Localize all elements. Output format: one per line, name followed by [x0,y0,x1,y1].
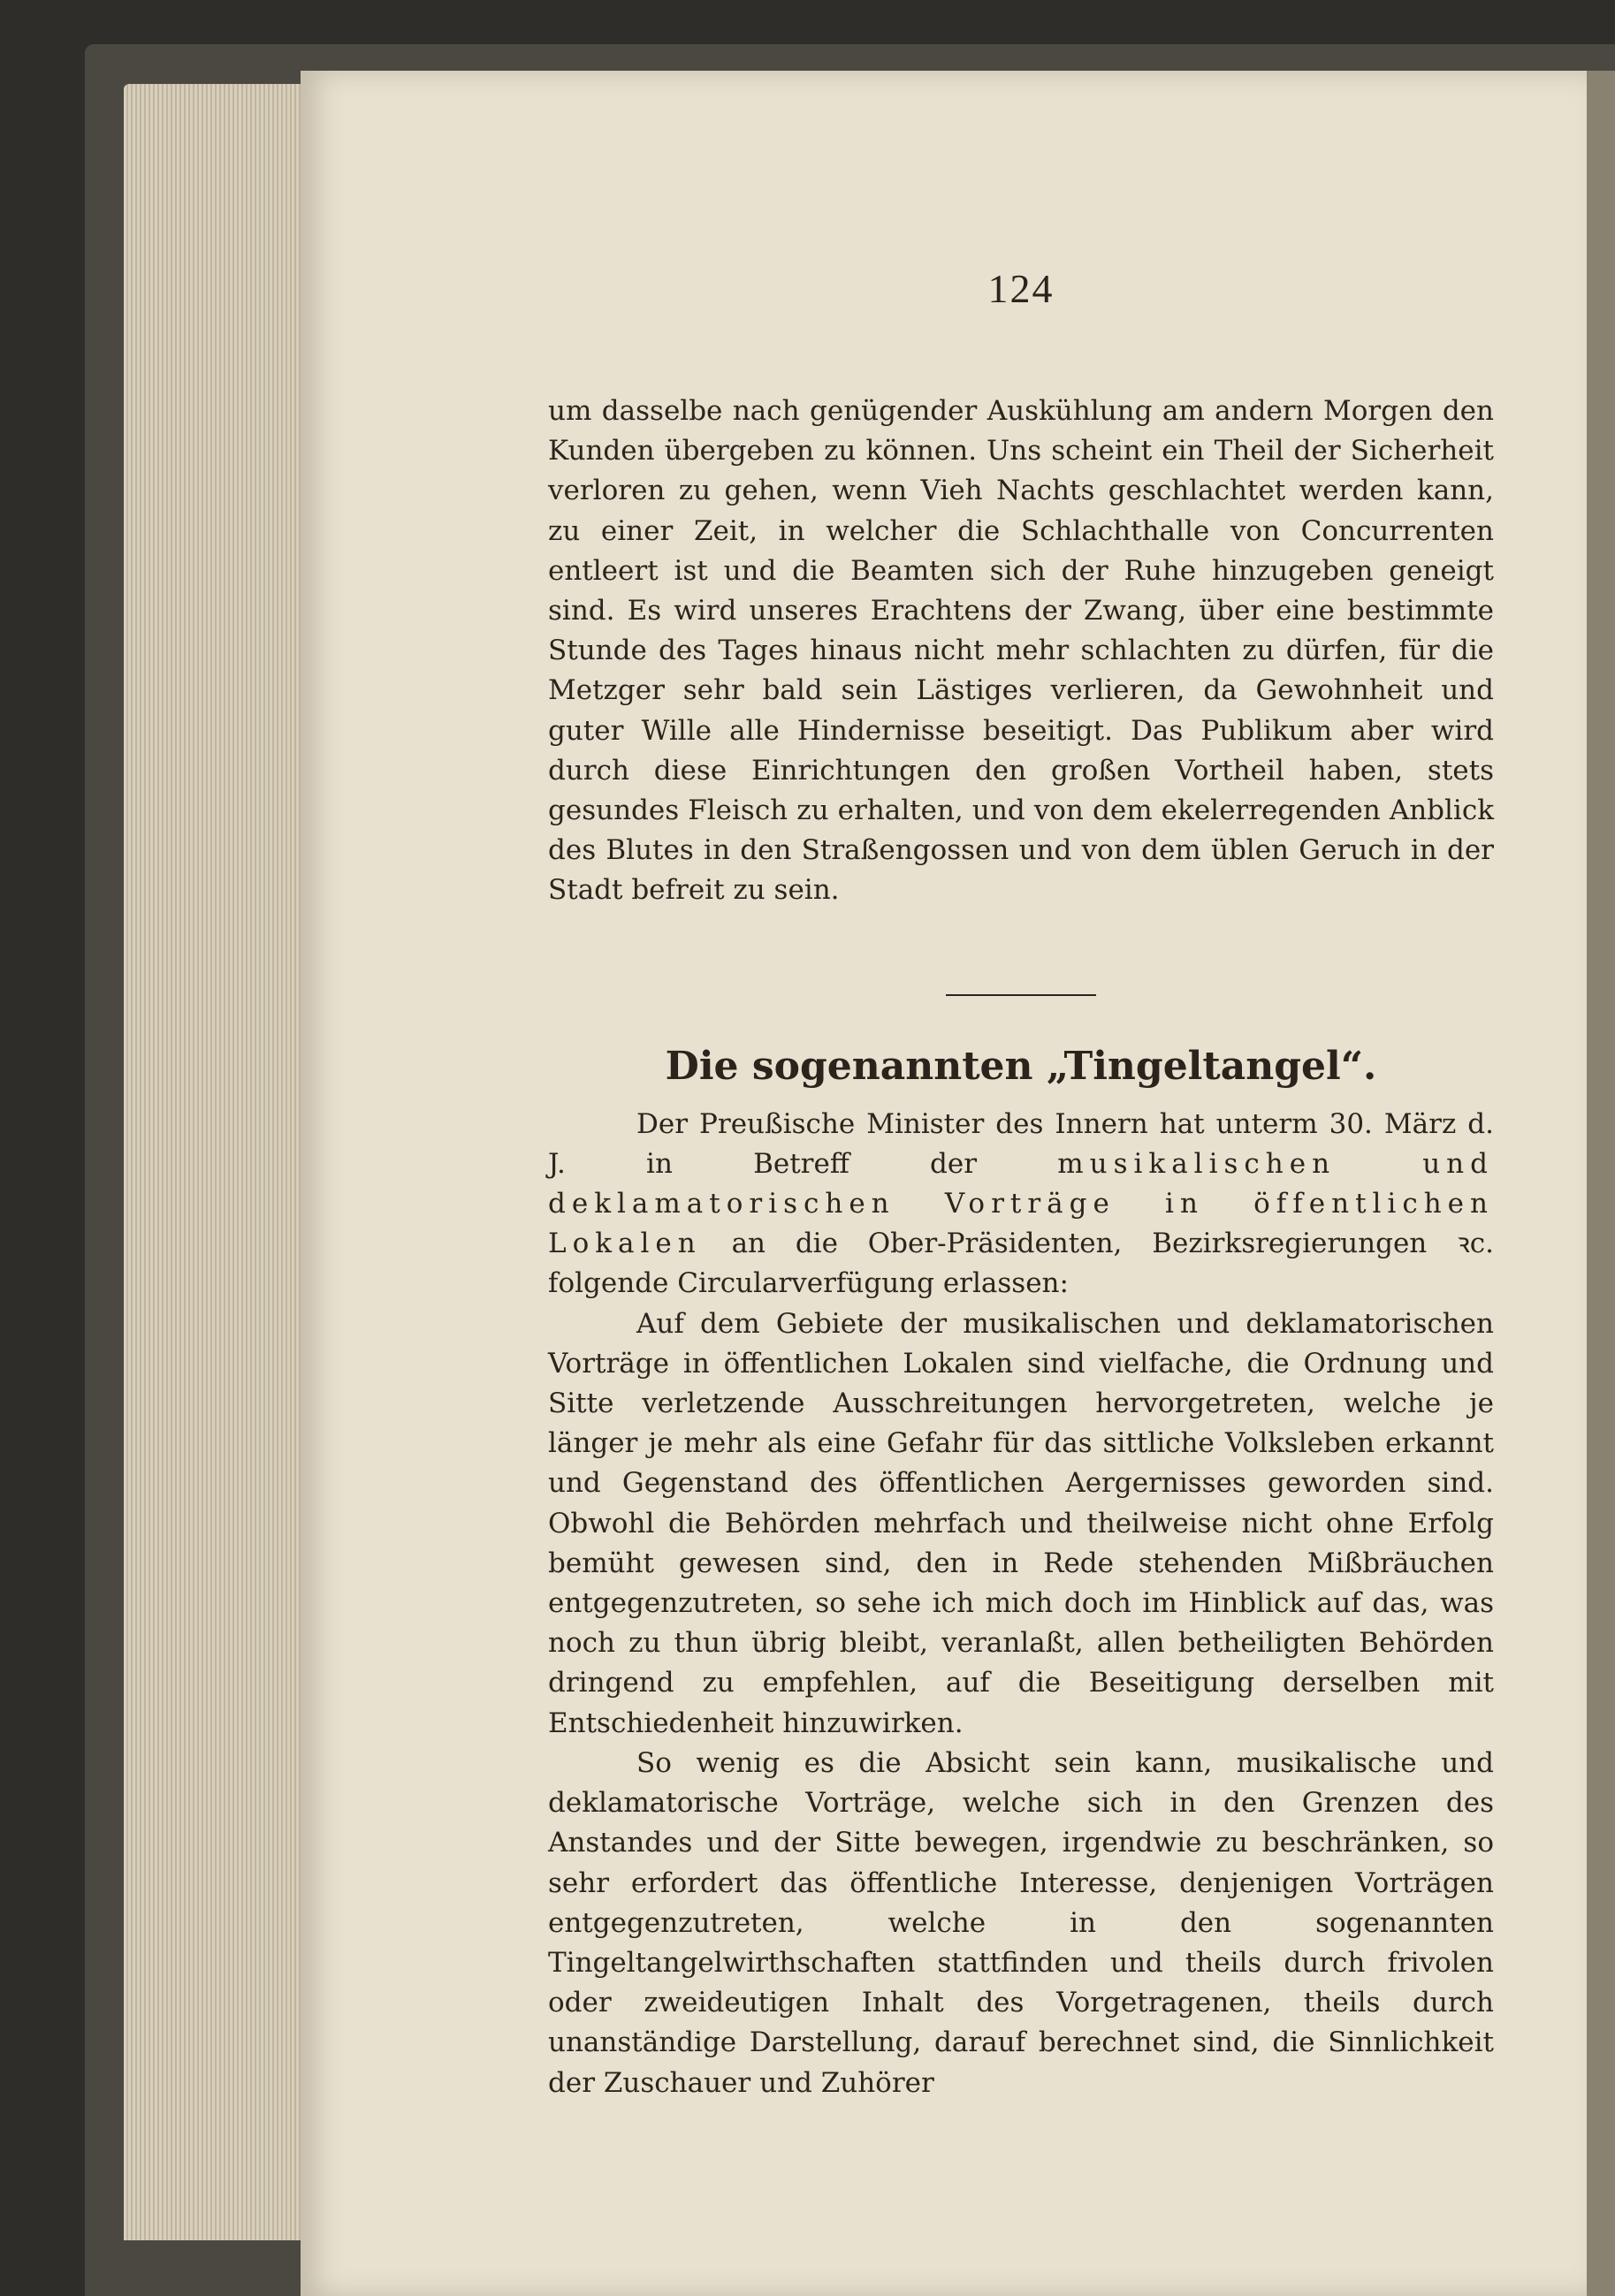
facing-page-edge [1587,71,1615,2296]
paragraph-decree-2: So wenig es die Absicht sein kann, musikalische und deklamatorische Vorträge, welche sich in den Grenzen des Anstandes und der Sitte bewegen, irgendwie zu beschränken, so sehr erfordert das öffentliche Interesse, denjenigen Vorträgen entgegenzutreten, welche in den sogenannten Tingeltangelwirthschaften stattfinden und theils durch frivolen oder zweideutigen Inhalt des Vorgetragenen, theils durch unanständige Darstellung, darauf berechnet sind, die Sinnlichkeit der Zuschauer und Zuhörer [548,1746,1494,2099]
text-block [548,265,1494,2103]
paragraph-continuation: um dasselbe nach genügender Auskühlung am andern Morgen den Kunden übergeben zu können. Uns scheint ein Theil der Sicherheit verloren zu gehen, wenn Vieh Nachts geschlachtet werden kann, zu einer Zeit, in welcher die Schlachthalle von Concurrenten entleert ist und die Beamten sich der Ruhe hinzugeben geneigt sind. Es wird unseres Erachtens der Zwang, über eine bestimmte Stunde des Tages hinaus nicht mehr schlachten zu dürfen, für die Metzger sehr bald sein Lästiges verlieren, da Gewohnheit und guter Wille alle Hindernisse beseitigt. Das Publikum aber wird durch diese Einrichtungen den großen Vortheil haben, stets gesundes Fleisch zu erhalten, und von dem ekelerregenden Anblick des Blutes in den Straßengossen und von dem üblen Geruch in der Stadt befreit zu sein. [548,395,1494,907]
paragraph-decree-1: Auf dem Gebiete der musikalischen und deklamatorischen Vorträge in öffentlichen Lokalen sind vielfache, die Ordnung und Sitte verletzende Ausschreitungen hervorgetreten, welche je länger je mehr als eine Gefahr für das sittliche Volksleben erkannt und Gegenstand des öffentlichen Aergernisses geworden sind. Obwohl die Behörden mehrfach und theilweise nicht ohne Erfolg bemüht gewesen sind, den in Rede stehenden Mißbräuchen entgegenzutreten, so sehe ich mich doch im Hinblick auf das, was noch zu thun übrig bleibt, veranlaßt, allen betheiligten Behörden dringend zu empfehlen, auf die Beseitigung derselben mit Entschiedenheit hinzuwirken. [548,1307,1494,1739]
section-heading: Die sogenannten „Tingeltangel“. [665,1043,1377,1089]
intro-text-spaced: musikalischen und deklamatorischen Vorträge in öffentlichen Lokalen [548,1147,1494,1260]
page-edges [124,84,301,2240]
paragraph-intro [548,1105,1494,1304]
intro-text-end: an die Ober-Präsidenten, Bezirksregierungen ꝛc. folgende Circularverfügung erlassen: [548,1228,1494,1300]
section-divider [946,994,1096,996]
intro-text-start: Der Preußische Minister des Innern hat unterm 30. März d. J. in Betreff der [548,1107,1494,1180]
page-number: 124 [987,266,1055,311]
